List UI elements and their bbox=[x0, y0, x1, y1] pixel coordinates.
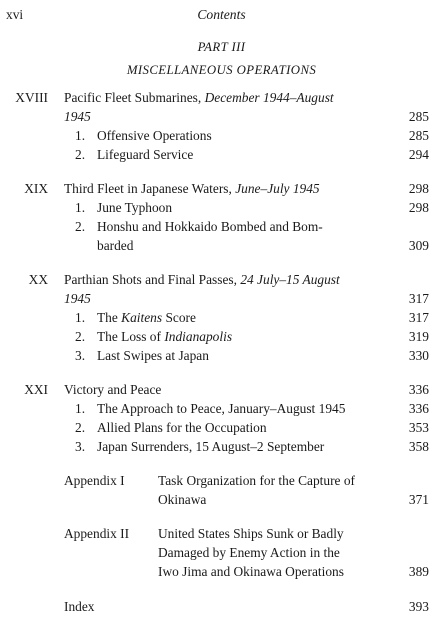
chapter-title-year: 1945 bbox=[64, 109, 91, 124]
part-label: PART III bbox=[197, 40, 246, 54]
running-title: Contents bbox=[197, 7, 246, 22]
chapter-page: 317 bbox=[408, 291, 429, 306]
section-title-text: The Loss of bbox=[97, 329, 165, 344]
chapter-title-year: 1945 bbox=[64, 291, 91, 306]
section-title-text: The bbox=[97, 310, 122, 325]
chapter-title bbox=[64, 88, 391, 107]
section-page: 319 bbox=[408, 329, 429, 344]
chapter-title-text: Pacific Fleet Submarines, bbox=[64, 90, 205, 105]
appendix-title-continued: Okinawa bbox=[158, 492, 207, 507]
chapter-title bbox=[64, 270, 340, 289]
section-page: 317 bbox=[408, 310, 429, 325]
section-page: 285 bbox=[408, 128, 429, 143]
section-title: June Typhoon bbox=[97, 200, 173, 215]
section-page: 309 bbox=[408, 238, 429, 253]
chapter-page: 298 bbox=[408, 181, 429, 196]
appendix-title: Task Organization for the Capture of bbox=[158, 473, 356, 488]
section-title: Offensive Operations bbox=[97, 128, 212, 143]
appendix-title-continued: Iwo Jima and Okinawa Operations bbox=[158, 564, 344, 579]
section-number: 3. bbox=[75, 348, 86, 363]
chapter-page: 336 bbox=[408, 382, 429, 397]
section-title: Japan Surrenders, 15 August–2 September bbox=[97, 439, 325, 454]
section-title bbox=[97, 308, 196, 327]
chapter-numeral: XXI bbox=[24, 382, 48, 397]
section-title: Lifeguard Service bbox=[97, 147, 194, 162]
page-number: xvi bbox=[6, 7, 24, 22]
chapter-title-dates: June–July 1945 bbox=[235, 181, 320, 196]
section-page: 358 bbox=[408, 439, 429, 454]
section-title-text: Score bbox=[162, 310, 196, 325]
chapter-page: 285 bbox=[408, 109, 429, 124]
chapter-numeral: XX bbox=[28, 272, 48, 287]
chapter-title-text: Third Fleet in Japanese Waters, bbox=[64, 181, 236, 196]
index-page: 393 bbox=[408, 599, 429, 614]
section-title: Honshu and Hokkaido Bombed and Bom- bbox=[97, 219, 323, 234]
section-number: 3. bbox=[75, 439, 86, 454]
section-title-italic: Indianapolis bbox=[164, 329, 233, 344]
section-page: 353 bbox=[408, 420, 429, 435]
section-page: 294 bbox=[408, 147, 429, 162]
appendix-page: 389 bbox=[408, 564, 429, 579]
section-number: 1. bbox=[75, 310, 86, 325]
part-title: MISCELLANEOUS OPERATIONS bbox=[126, 63, 317, 77]
section-page: 330 bbox=[408, 348, 429, 363]
appendix-title-continued: Damaged by Enemy Action in the bbox=[158, 545, 340, 560]
section-page: 298 bbox=[408, 200, 429, 215]
appendix-title: United States Ships Sunk or Badly bbox=[158, 526, 344, 541]
section-number: 1. bbox=[75, 128, 86, 143]
section-title-continued: barded bbox=[97, 238, 134, 253]
section-title-italic: Kaitens bbox=[121, 310, 163, 325]
appendix-label: Appendix II bbox=[64, 526, 130, 541]
appendix-page: 371 bbox=[408, 492, 429, 507]
chapter-title-dates: 24 July–15 August bbox=[240, 272, 340, 287]
section-title: Last Swipes at Japan bbox=[97, 348, 209, 363]
section-number: 2. bbox=[75, 219, 86, 234]
section-title: The Approach to Peace, January–August 1945 bbox=[97, 401, 346, 416]
section-number: 1. bbox=[75, 401, 86, 416]
chapter-title bbox=[64, 179, 320, 198]
chapter-numeral: XVIII bbox=[15, 90, 48, 105]
section-page: 336 bbox=[408, 401, 429, 416]
section-number: 2. bbox=[75, 329, 86, 344]
index-label: Index bbox=[64, 599, 95, 614]
chapter-title-text: Parthian Shots and Final Passes, bbox=[64, 272, 241, 287]
chapter-title-dates: December 1944–August bbox=[204, 90, 334, 105]
section-number: 1. bbox=[75, 200, 86, 215]
section-title: Allied Plans for the Occupation bbox=[97, 420, 267, 435]
chapter-numeral: XIX bbox=[24, 181, 48, 196]
appendix-label: Appendix I bbox=[64, 473, 125, 488]
chapter-title: Victory and Peace bbox=[64, 382, 162, 397]
section-number: 2. bbox=[75, 147, 86, 162]
section-number: 2. bbox=[75, 420, 86, 435]
section-title bbox=[97, 327, 232, 346]
